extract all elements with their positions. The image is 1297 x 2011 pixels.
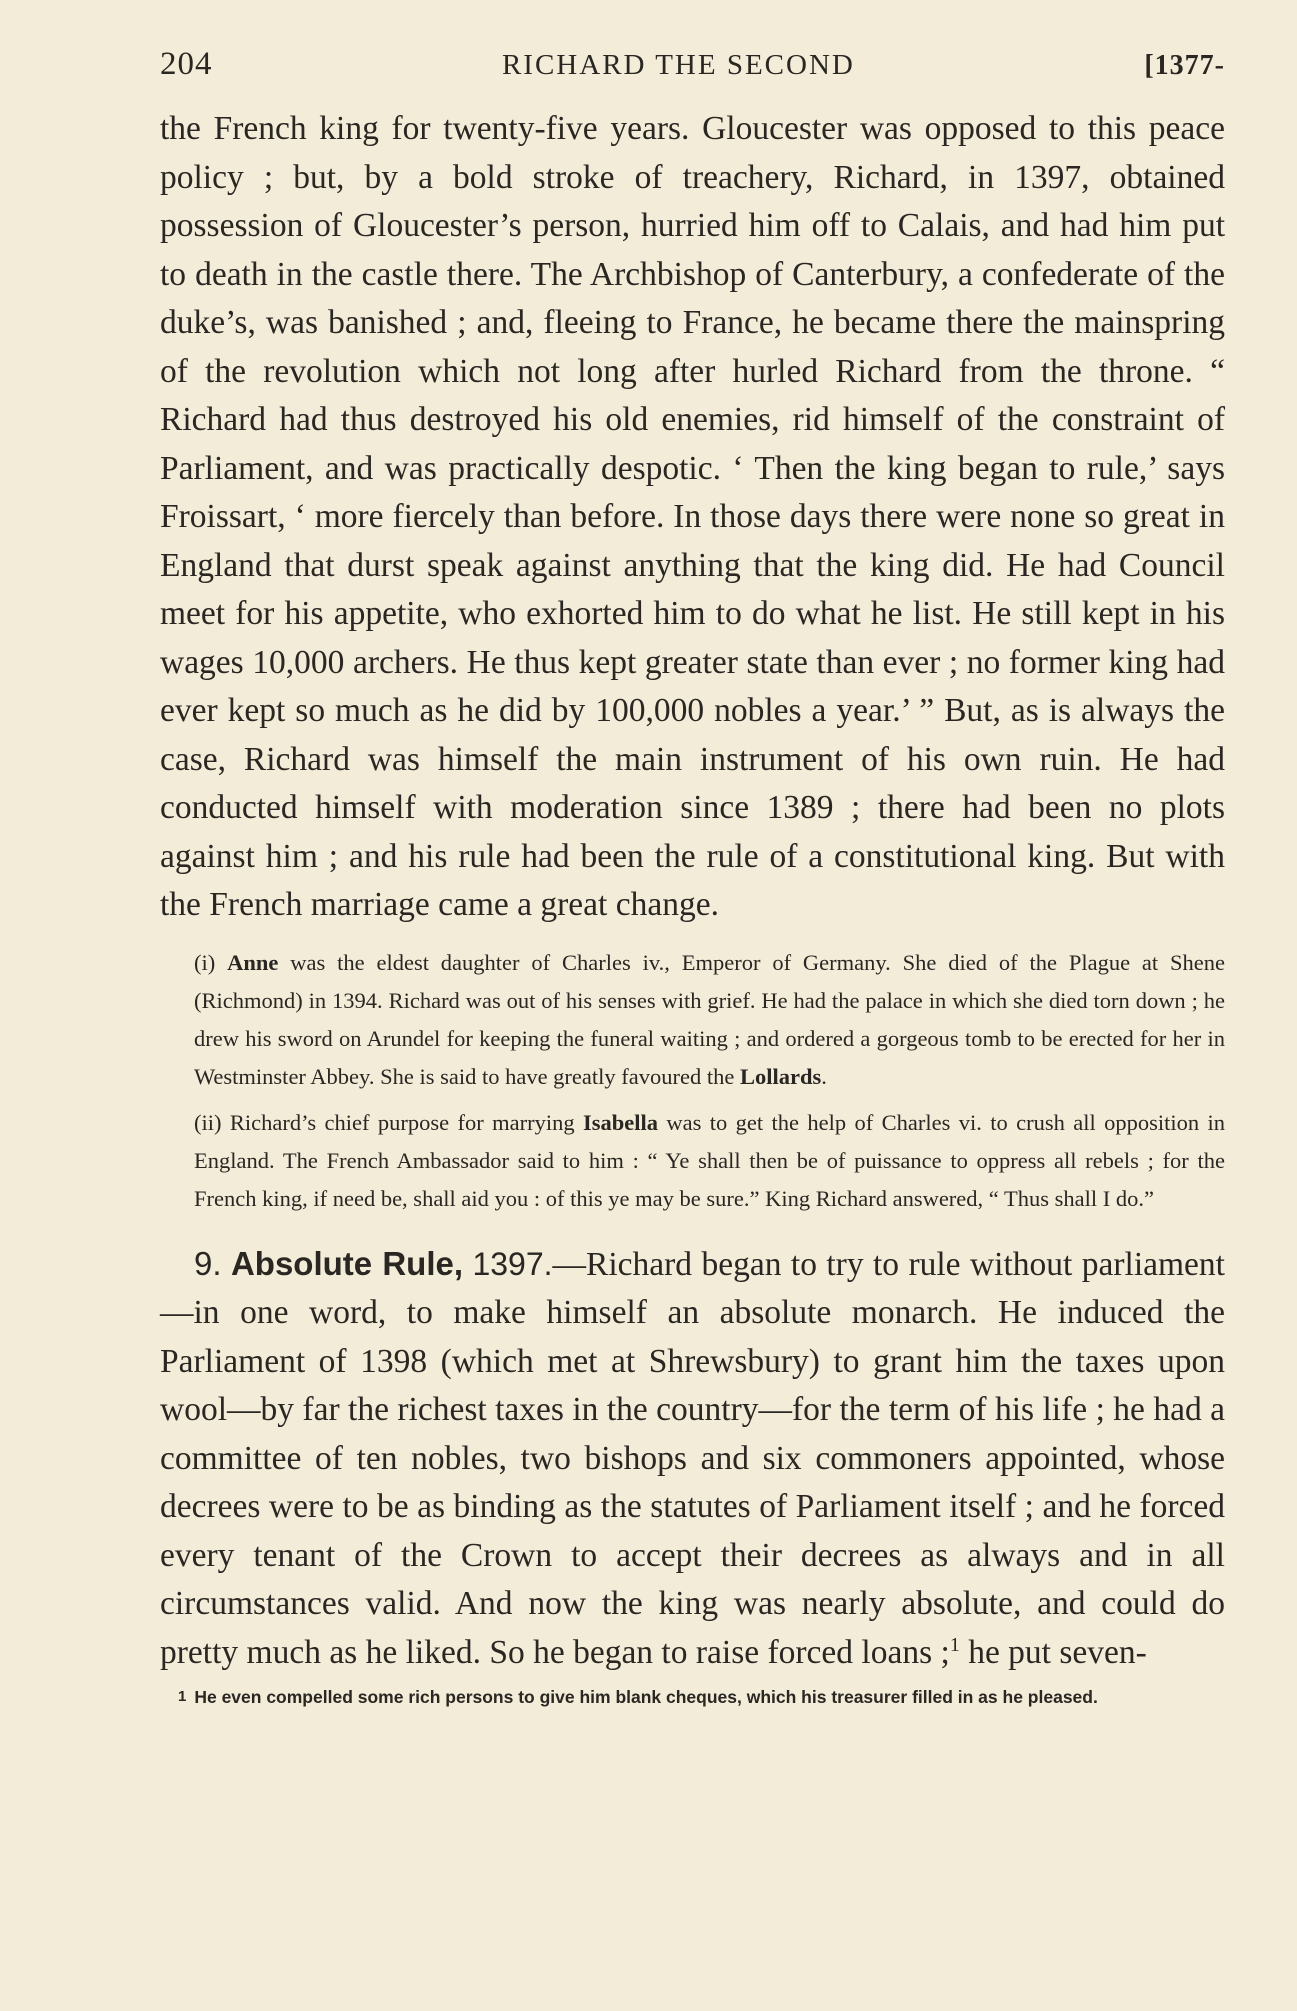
note-text: was the eldest daughter of Charles iv., Emperor of Germany. She died of the Plague at Shene (Richmond) in 1394. Richard was out of his senses with grief. He had the palace in which she died torn down ; he drew his sword on Arundel for keeping the funeral waiting ; and ordered a gorgeous tomb to be erected for her in Westminster Abbey. She is said to have greatly favoured the bbox=[194, 949, 1226, 1089]
footnote-reference: 1 bbox=[949, 1633, 960, 1656]
section-number: 9. bbox=[194, 1244, 222, 1282]
note-before: Richard’s chief purpose for marrying bbox=[229, 1109, 575, 1135]
footnote-text: He even compelled some rich persons to give him blank cheques, which his treasurer filled in as he pleased. bbox=[194, 1687, 1098, 1707]
section-heading: Absolute Rule, bbox=[230, 1244, 464, 1282]
running-head bbox=[160, 46, 1225, 83]
section-text-continued: he put seven- bbox=[968, 1633, 1147, 1671]
running-title: RICHARD THE SECOND bbox=[501, 49, 855, 81]
section-year: 1397. bbox=[472, 1245, 553, 1282]
main-paragraph: the French king for twenty-five years. Gloucester was opposed to this peace policy ; but, by a bold stroke of treachery, Richard, in 1397, obtained possession of Gloucester’s person, hurried him off to Calais, and had him put to death in the castle there. The Archbishop of Canterbury, a confederate of the duke’s, was banished ; and, fleeing to France, he became there the mainspring of the revolution which not long after hurled Richard from the throne. “ Richard had thus destroyed his old enemies, rid himself of the constraint of Parliament, and was practically despotic. ‘ Then the king began to rule,’ says Froissart, ‘ more fiercely than before. In those days there were none so great in England that durst speak against anything that the king did. He had Council meet for his appetite, who exhorted him to do what he list. He still kept in his wages 10,000 archers. He thus kept greater state than ever ; no former king had ever kept so much as he did by 100,000 nobles a year.’ ” But, as is always the case, Richard was himself the main instrument of his own ruin. He had conducted himself with moderation since 1389 ; there had been no plots against him ; and his rule had been the rule of a constitutional king. But with the French marriage came a great change. bbox=[160, 110, 1225, 923]
section-paragraph bbox=[160, 1240, 1225, 1678]
note-marker: (ii) bbox=[194, 1109, 222, 1135]
section-text: —Richard began to try to rule without parliament—in one word, to make himself an absolute monarch. He induced the Parliament of 1398 (which met at Shrewsbury) to grant him the taxes upon wool—by far the richest taxes in the country—for the term of his life ; he had a committee of ten nobles, two bishops and six commoners appointed, whose decrees were to be as binding as the statutes of Parliament itself ; and he forced every tenant of the Crown to accept their decrees as always and in all circumstances valid. And now the king was nearly absolute, and could do pretty much as he liked. So he began to raise forced loans ; bbox=[160, 1245, 1225, 1671]
footnote bbox=[160, 1683, 1225, 1711]
note-end: . bbox=[821, 1063, 827, 1089]
book-page bbox=[160, 46, 1225, 1711]
note-ii bbox=[160, 1104, 1225, 1218]
note-text: was to get the help of Charles vi. to crush all opposition in England. The French Ambassador said to him : “ Ye shall then be of puissance to oppress all rebels ; for the French king, if need be, shall aid you : of this ye may be sure.” King Richard answered, “ Thus shall I do.” bbox=[194, 1109, 1226, 1211]
note-i bbox=[160, 944, 1225, 1096]
note-term: Anne bbox=[227, 949, 279, 975]
footnote-mark: 1 bbox=[178, 1688, 187, 1705]
notes-block bbox=[160, 944, 1225, 1218]
page-number: 204 bbox=[160, 46, 213, 82]
date-range: [1377- bbox=[1144, 50, 1225, 81]
note-term: Isabella bbox=[582, 1109, 658, 1135]
note-marker: (i) bbox=[194, 949, 216, 975]
note-end-term: Lollards bbox=[739, 1063, 822, 1089]
